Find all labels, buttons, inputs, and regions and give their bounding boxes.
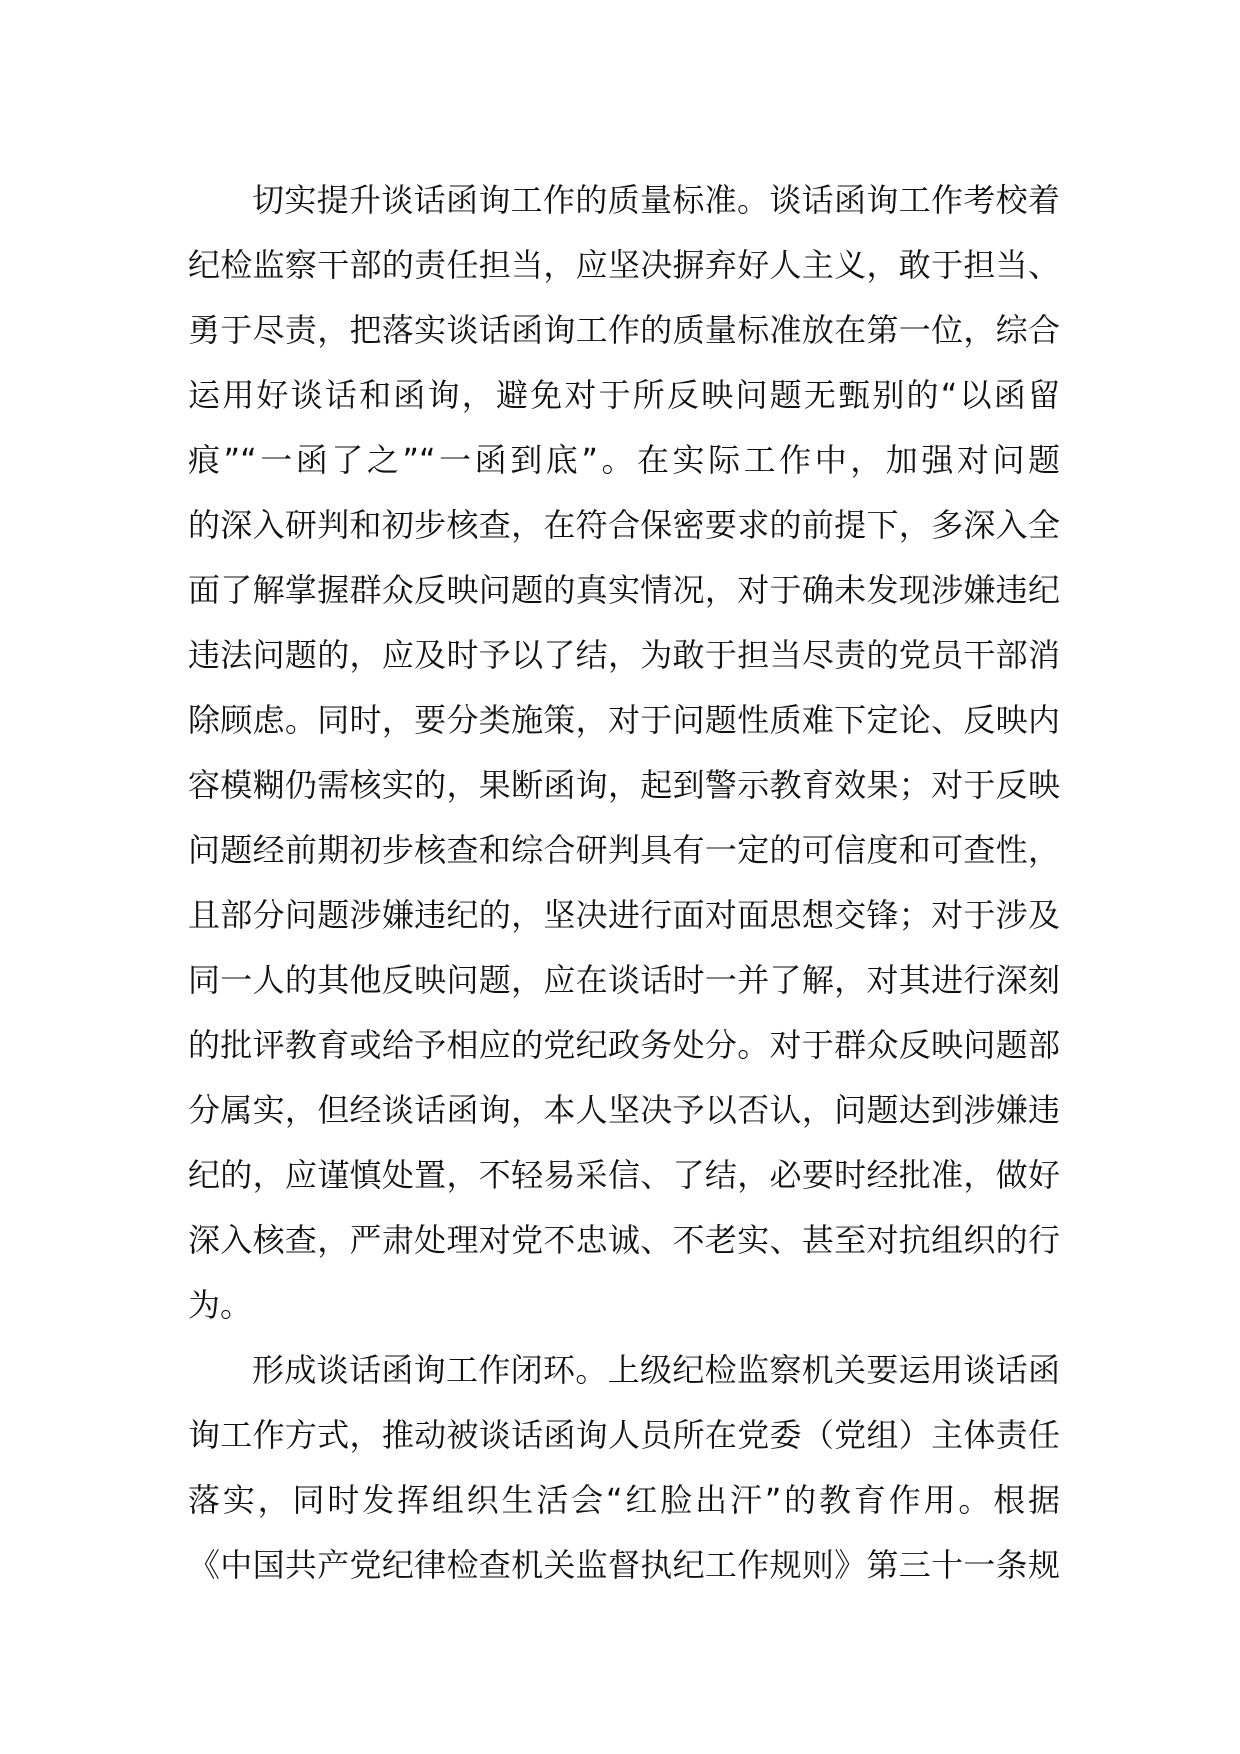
text-line: 切实提升谈话函询工作的质量标准。谈话函询工作考校着: [252, 181, 1060, 219]
text-line: 的深入研判和初步核查，在符合保密要求的前提下，多深入全: [188, 506, 1060, 544]
text-line: 问题经前期初步核查和综合研判具有一定的可信度和可查性，: [188, 831, 1060, 869]
text-line: 除顾虑。同时，要分类施策，对于问题性质难下定论、反映内: [188, 701, 1060, 739]
text-line: 容模糊仍需核实的，果断函询，起到警示教育效果；对于反映: [188, 766, 1060, 804]
text-line: 违法问题的，应及时予以了结，为敢于担当尽责的党员干部消: [188, 636, 1060, 674]
text-line: 运用好谈话和函询，避免对于所反映问题无甄别的“以函留: [188, 376, 1060, 414]
text-line: 痕”“一函了之”“一函到底”。在实际工作中，加强对问题: [188, 441, 1060, 479]
body-text: [188, 168, 1060, 1598]
text-line: 纪检监察干部的责任担当，应坚决摒弃好人主义，敢于担当、: [188, 246, 1060, 284]
text-line: 面了解掌握群众反映问题的真实情况，对于确未发现涉嫌违纪: [188, 571, 1060, 609]
text-line: 为。: [188, 1286, 253, 1324]
text-line: 纪的，应谨慎处置，不轻易采信、了结，必要时经批准，做好: [188, 1156, 1060, 1194]
text-line: 《中国共产党纪律检查机关监督执纪工作规则》第三十一条规: [188, 1546, 1060, 1584]
text-line: 且部分问题涉嫌违纪的，坚决进行面对面思想交锋；对于涉及: [188, 896, 1060, 934]
text-line: 落实，同时发挥组织生活会“红脸出汗”的教育作用。根据: [188, 1481, 1060, 1519]
text-line: 深入核查，严肃处理对党不忠诚、不老实、甚至对抗组织的行: [188, 1221, 1060, 1259]
text-line: 勇于尽责，把落实谈话函询工作的质量标准放在第一位，综合: [188, 311, 1060, 349]
text-line: 同一人的其他反映问题，应在谈话时一并了解，对其进行深刻: [188, 961, 1060, 999]
text-line: 的批评教育或给予相应的党纪政务处分。对于群众反映问题部: [188, 1026, 1060, 1064]
text-line: 分属实，但经谈话函询，本人坚决予以否认，问题达到涉嫌违: [188, 1091, 1060, 1129]
text-line: 形成谈话函询工作闭环。上级纪检监察机关要运用谈话函: [252, 1351, 1060, 1389]
text-line: 询工作方式，推动被谈话函询人员所在党委（党组）主体责任: [188, 1416, 1060, 1454]
